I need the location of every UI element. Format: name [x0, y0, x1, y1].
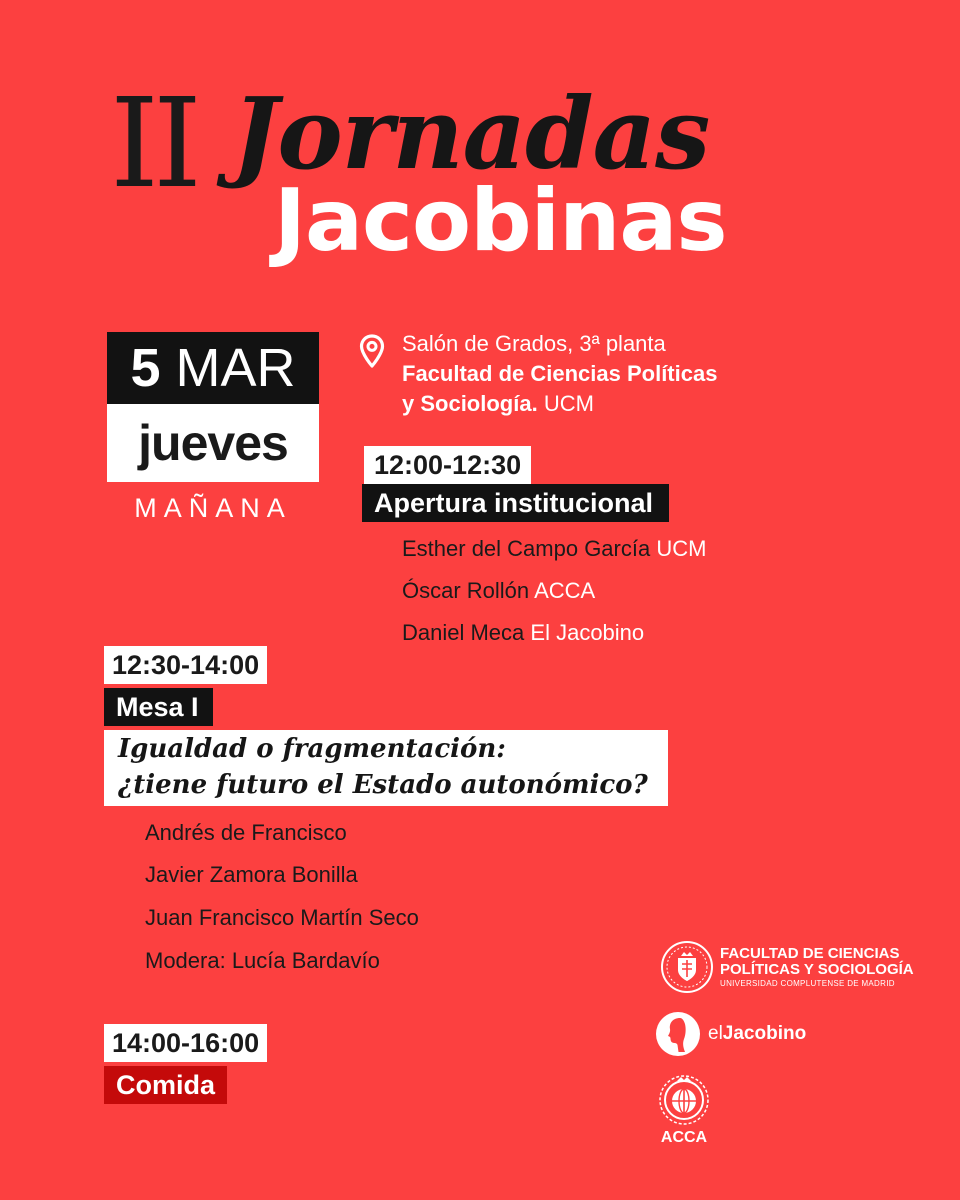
venue-info [402, 329, 717, 419]
speaker-name: Juan Francisco Martín Seco [145, 905, 419, 930]
date-badge [107, 332, 319, 404]
jacobino-prefix: el [708, 1023, 723, 1044]
speaker-name: Andrés de Francisco [145, 820, 347, 845]
profile-silhouette-icon [656, 1012, 700, 1056]
date-month: MAR [175, 338, 296, 398]
session-1-label: Apertura institucional [362, 484, 669, 522]
speaker-org: ACCA [534, 578, 596, 603]
el-jacobino-logo [656, 1012, 836, 1056]
venue-faculty: Facultad de Ciencias Políticas [402, 361, 718, 386]
venue-faculty-cont: y Sociología. [402, 391, 538, 416]
acca-emblem-icon [658, 1074, 710, 1126]
fcps-name-line1: FACULTAD DE CIENCIAS [720, 945, 900, 962]
moderator: Modera: Lucía Bardavío [145, 948, 380, 973]
speaker-name: Daniel Meca [402, 620, 525, 645]
topic-line: Igualdad o fragmentación: [118, 734, 506, 764]
fcps-university: UNIVERSIDAD COMPLUTENSE DE MADRID [720, 979, 895, 988]
acca-wordmark: ACCA [660, 1129, 708, 1146]
jacobino-name: Jacobino [722, 1023, 807, 1044]
weekday-badge: jueves [107, 404, 319, 482]
fcps-name-line2: POLÍTICAS Y SOCIOLOGÍA [720, 961, 914, 978]
speaker-item [402, 576, 595, 606]
session-2-time: 12:30-14:00 [104, 646, 267, 684]
edition-numeral: II [110, 72, 196, 216]
topic-line: ¿tiene futuro el Estado autonómico? [118, 770, 648, 800]
faculty-seal-icon [660, 940, 714, 994]
fcps-logo [660, 938, 920, 1000]
title-jornadas: Jornadas [232, 77, 710, 192]
venue-university: UCM [543, 391, 594, 416]
title-jacobinas: Jacobinas [274, 171, 727, 271]
speaker-name: Óscar Rollón [402, 578, 530, 603]
acca-logo [654, 1074, 714, 1150]
speaker-name: Javier Zamora Bonilla [145, 862, 358, 887]
speaker-org: UCM [656, 536, 707, 561]
venue-faculty-line2 [402, 389, 717, 419]
day-period: MAÑANA [134, 493, 292, 523]
session-1-time: 12:00-12:30 [364, 446, 531, 484]
venue-room: Salón de Grados, 3ª planta [402, 331, 666, 356]
session-2-label: Mesa I [104, 688, 213, 726]
date-day-number: 5 [130, 338, 161, 398]
session-3-label: Comida [104, 1066, 227, 1104]
session-3-time: 14:00-16:00 [104, 1024, 267, 1062]
el-jacobino-wordmark [708, 1021, 806, 1047]
session-2-topic [104, 730, 668, 806]
speaker-item [402, 618, 644, 648]
location-pin-icon [359, 334, 385, 368]
speaker-org: El Jacobino [530, 620, 645, 645]
speaker-item [402, 534, 706, 564]
speaker-name: Esther del Campo García [402, 536, 651, 561]
